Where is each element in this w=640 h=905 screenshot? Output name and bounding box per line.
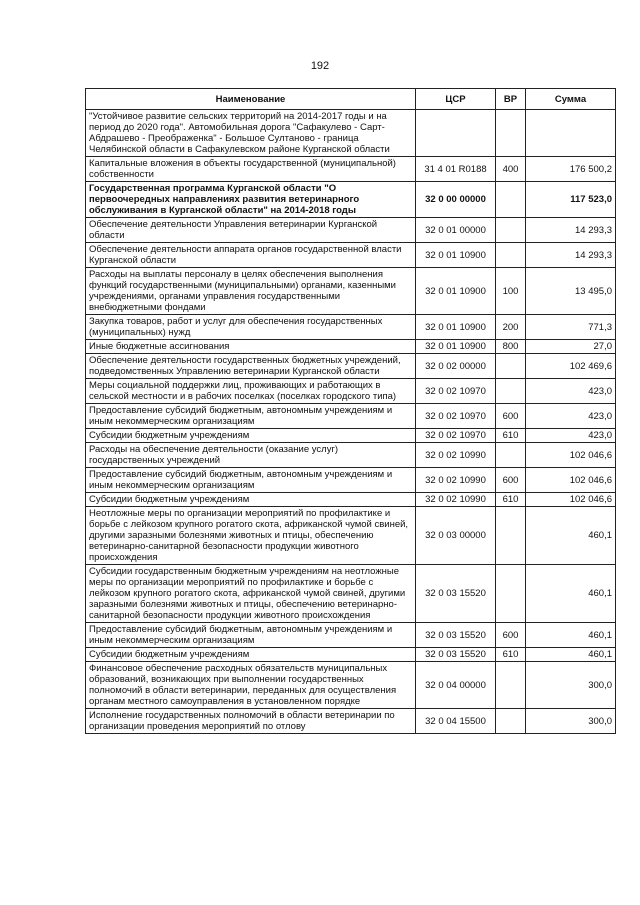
table-row [86,443,616,468]
cell-csr: 32 0 02 00000 [416,354,496,379]
cell-vr: 600 [496,468,526,493]
table-row [86,379,616,404]
cell-vr: 400 [496,157,526,182]
cell-vr [496,182,526,218]
cell-csr: 32 0 01 10900 [416,340,496,354]
cell-name: Обеспечение деятельности Управления ветеринарии Курганской области [86,218,416,243]
table-row [86,507,616,565]
table-row [86,493,616,507]
cell-name: Расходы на обеспечение деятельности (оказание услуг) государственных учреждений [86,443,416,468]
table-row [86,404,616,429]
table-row [86,243,616,268]
cell-csr: 32 0 00 00000 [416,182,496,218]
cell-sum: 27,0 [526,340,616,354]
table-row [86,709,616,734]
header-vr: ВР [496,89,526,110]
cell-name: Предоставление субсидий бюджетным, автономным учреждениям и иным некоммерческим организациям [86,404,416,429]
cell-vr [496,379,526,404]
table-row [86,354,616,379]
cell-name: Расходы на выплаты персоналу в целях обеспечения выполнения функций государственными (муниципальными) органами, казенными учреждениями, органами управления государственными внебюджетными фондами [86,268,416,315]
cell-name: Капитальные вложения в объекты государственной (муниципальной) собственности [86,157,416,182]
cell-csr: 32 0 03 15520 [416,648,496,662]
cell-csr: 32 0 03 15520 [416,623,496,648]
cell-sum: 460,1 [526,507,616,565]
cell-csr [416,110,496,157]
cell-name: Меры социальной поддержки лиц, проживающих и работающих в сельской местности и в рабочих поселках (поселках городского типа) [86,379,416,404]
cell-sum: 460,1 [526,648,616,662]
table-body [86,110,616,734]
cell-sum: 102 046,6 [526,468,616,493]
cell-name: Обеспечение деятельности государственных бюджетных учреждений, подведомственных Управлению ветеринарии Курганской области [86,354,416,379]
cell-csr: 32 0 02 10990 [416,468,496,493]
cell-sum: 14 293,3 [526,243,616,268]
cell-vr: 600 [496,404,526,429]
cell-csr: 32 0 01 10900 [416,315,496,340]
cell-sum: 460,1 [526,623,616,648]
cell-vr [496,218,526,243]
cell-name: Иные бюджетные ассигнования [86,340,416,354]
cell-vr: 610 [496,648,526,662]
cell-sum: 176 500,2 [526,157,616,182]
cell-csr: 32 0 02 10970 [416,404,496,429]
table-row [86,662,616,709]
header-name: Наименование [86,89,416,110]
cell-vr [496,662,526,709]
cell-vr [496,110,526,157]
cell-csr: 32 0 03 15520 [416,565,496,623]
cell-name: Субсидии бюджетным учреждениям [86,493,416,507]
cell-csr: 32 0 02 10970 [416,429,496,443]
table-row [86,182,616,218]
cell-name: Предоставление субсидий бюджетным, автономным учреждениям и иным некоммерческим организациям [86,623,416,648]
table-row [86,623,616,648]
table-row [86,648,616,662]
header-csr: ЦСР [416,89,496,110]
cell-name: Предоставление субсидий бюджетным, автономным учреждениям и иным некоммерческим организациям [86,468,416,493]
cell-sum: 14 293,3 [526,218,616,243]
table-row [86,157,616,182]
cell-sum: 423,0 [526,379,616,404]
table-row [86,468,616,493]
cell-csr: 32 0 04 15500 [416,709,496,734]
cell-sum: 102 046,6 [526,443,616,468]
table-row [86,565,616,623]
cell-sum: 460,1 [526,565,616,623]
budget-table [85,88,616,734]
table-row [86,429,616,443]
cell-csr: 32 0 04 00000 [416,662,496,709]
cell-csr: 32 0 02 10990 [416,493,496,507]
cell-csr: 32 0 03 00000 [416,507,496,565]
cell-vr [496,354,526,379]
cell-name: Субсидии бюджетным учреждениям [86,648,416,662]
cell-sum: 117 523,0 [526,182,616,218]
cell-csr: 32 0 01 10900 [416,268,496,315]
cell-sum: 300,0 [526,709,616,734]
header-sum: Сумма [526,89,616,110]
cell-name: Финансовое обеспечение расходных обязательств муниципальных образований, возникающих при выполнении государственных полномочий в области ветеринарии, переданных для осуществления органам местного самоуправления в установленном порядке [86,662,416,709]
cell-sum: 771,3 [526,315,616,340]
cell-sum: 102 469,6 [526,354,616,379]
cell-vr: 610 [496,493,526,507]
cell-vr: 610 [496,429,526,443]
page-number: 192 [310,60,330,72]
cell-name: Субсидии бюджетным учреждениям [86,429,416,443]
cell-name: Обеспечение деятельности аппарата органов государственной власти Курганской области [86,243,416,268]
cell-vr: 100 [496,268,526,315]
cell-csr: 31 4 01 R0188 [416,157,496,182]
cell-vr [496,709,526,734]
cell-vr [496,507,526,565]
cell-sum: 423,0 [526,429,616,443]
cell-vr: 200 [496,315,526,340]
cell-name: "Устойчивое развитие сельских территорий на 2014-2017 годы и на период до 2020 года". Автомобильная дорога "Сафакулево - Сарт-Абдрашево - Преображенка" - Большое Султаново - граница Челябинской области в Сафакулевском районе Курганской области [86,110,416,157]
cell-vr [496,565,526,623]
cell-vr: 600 [496,623,526,648]
cell-name: Государственная программа Курганской области "О первоочередных направлениях развития ветеринарного обслуживания в Курганской области" на 2014-2018 годы [86,182,416,218]
cell-sum: 423,0 [526,404,616,429]
cell-sum: 13 495,0 [526,268,616,315]
cell-csr: 32 0 02 10990 [416,443,496,468]
cell-csr: 32 0 01 10900 [416,243,496,268]
cell-csr: 32 0 01 00000 [416,218,496,243]
cell-name: Неотложные меры по организации мероприятий по профилактике и борьбе с лейкозом крупного рогатого скота, африканской чумой свиней, другими заразными болезнями животных и птицы, обеспечению ветеринарно-санитарной безопасности продукции животного происхождения [86,507,416,565]
cell-sum: 300,0 [526,662,616,709]
table-row [86,315,616,340]
cell-vr: 800 [496,340,526,354]
table-row [86,110,616,157]
table-row [86,218,616,243]
cell-sum: 102 046,6 [526,493,616,507]
cell-name: Исполнение государственных полномочий в области ветеринарии по организации проведения мероприятий по отлову [86,709,416,734]
table-row [86,340,616,354]
cell-name: Субсидии государственным бюджетным учреждениям на неотложные меры по организации мероприятий по профилактике и борьбе с лейкозом крупного рогатого скота, африканской чумой свиней, другими заразными болезнями животных и птицы, обеспечению ветеринарно-санитарной безопасности продукции животного происхождения [86,565,416,623]
cell-sum [526,110,616,157]
cell-vr [496,443,526,468]
cell-vr [496,243,526,268]
table-header-row [86,89,616,110]
cell-name: Закупка товаров, работ и услуг для обеспечения государственных (муниципальных) нужд [86,315,416,340]
cell-csr: 32 0 02 10970 [416,379,496,404]
table-row [86,268,616,315]
